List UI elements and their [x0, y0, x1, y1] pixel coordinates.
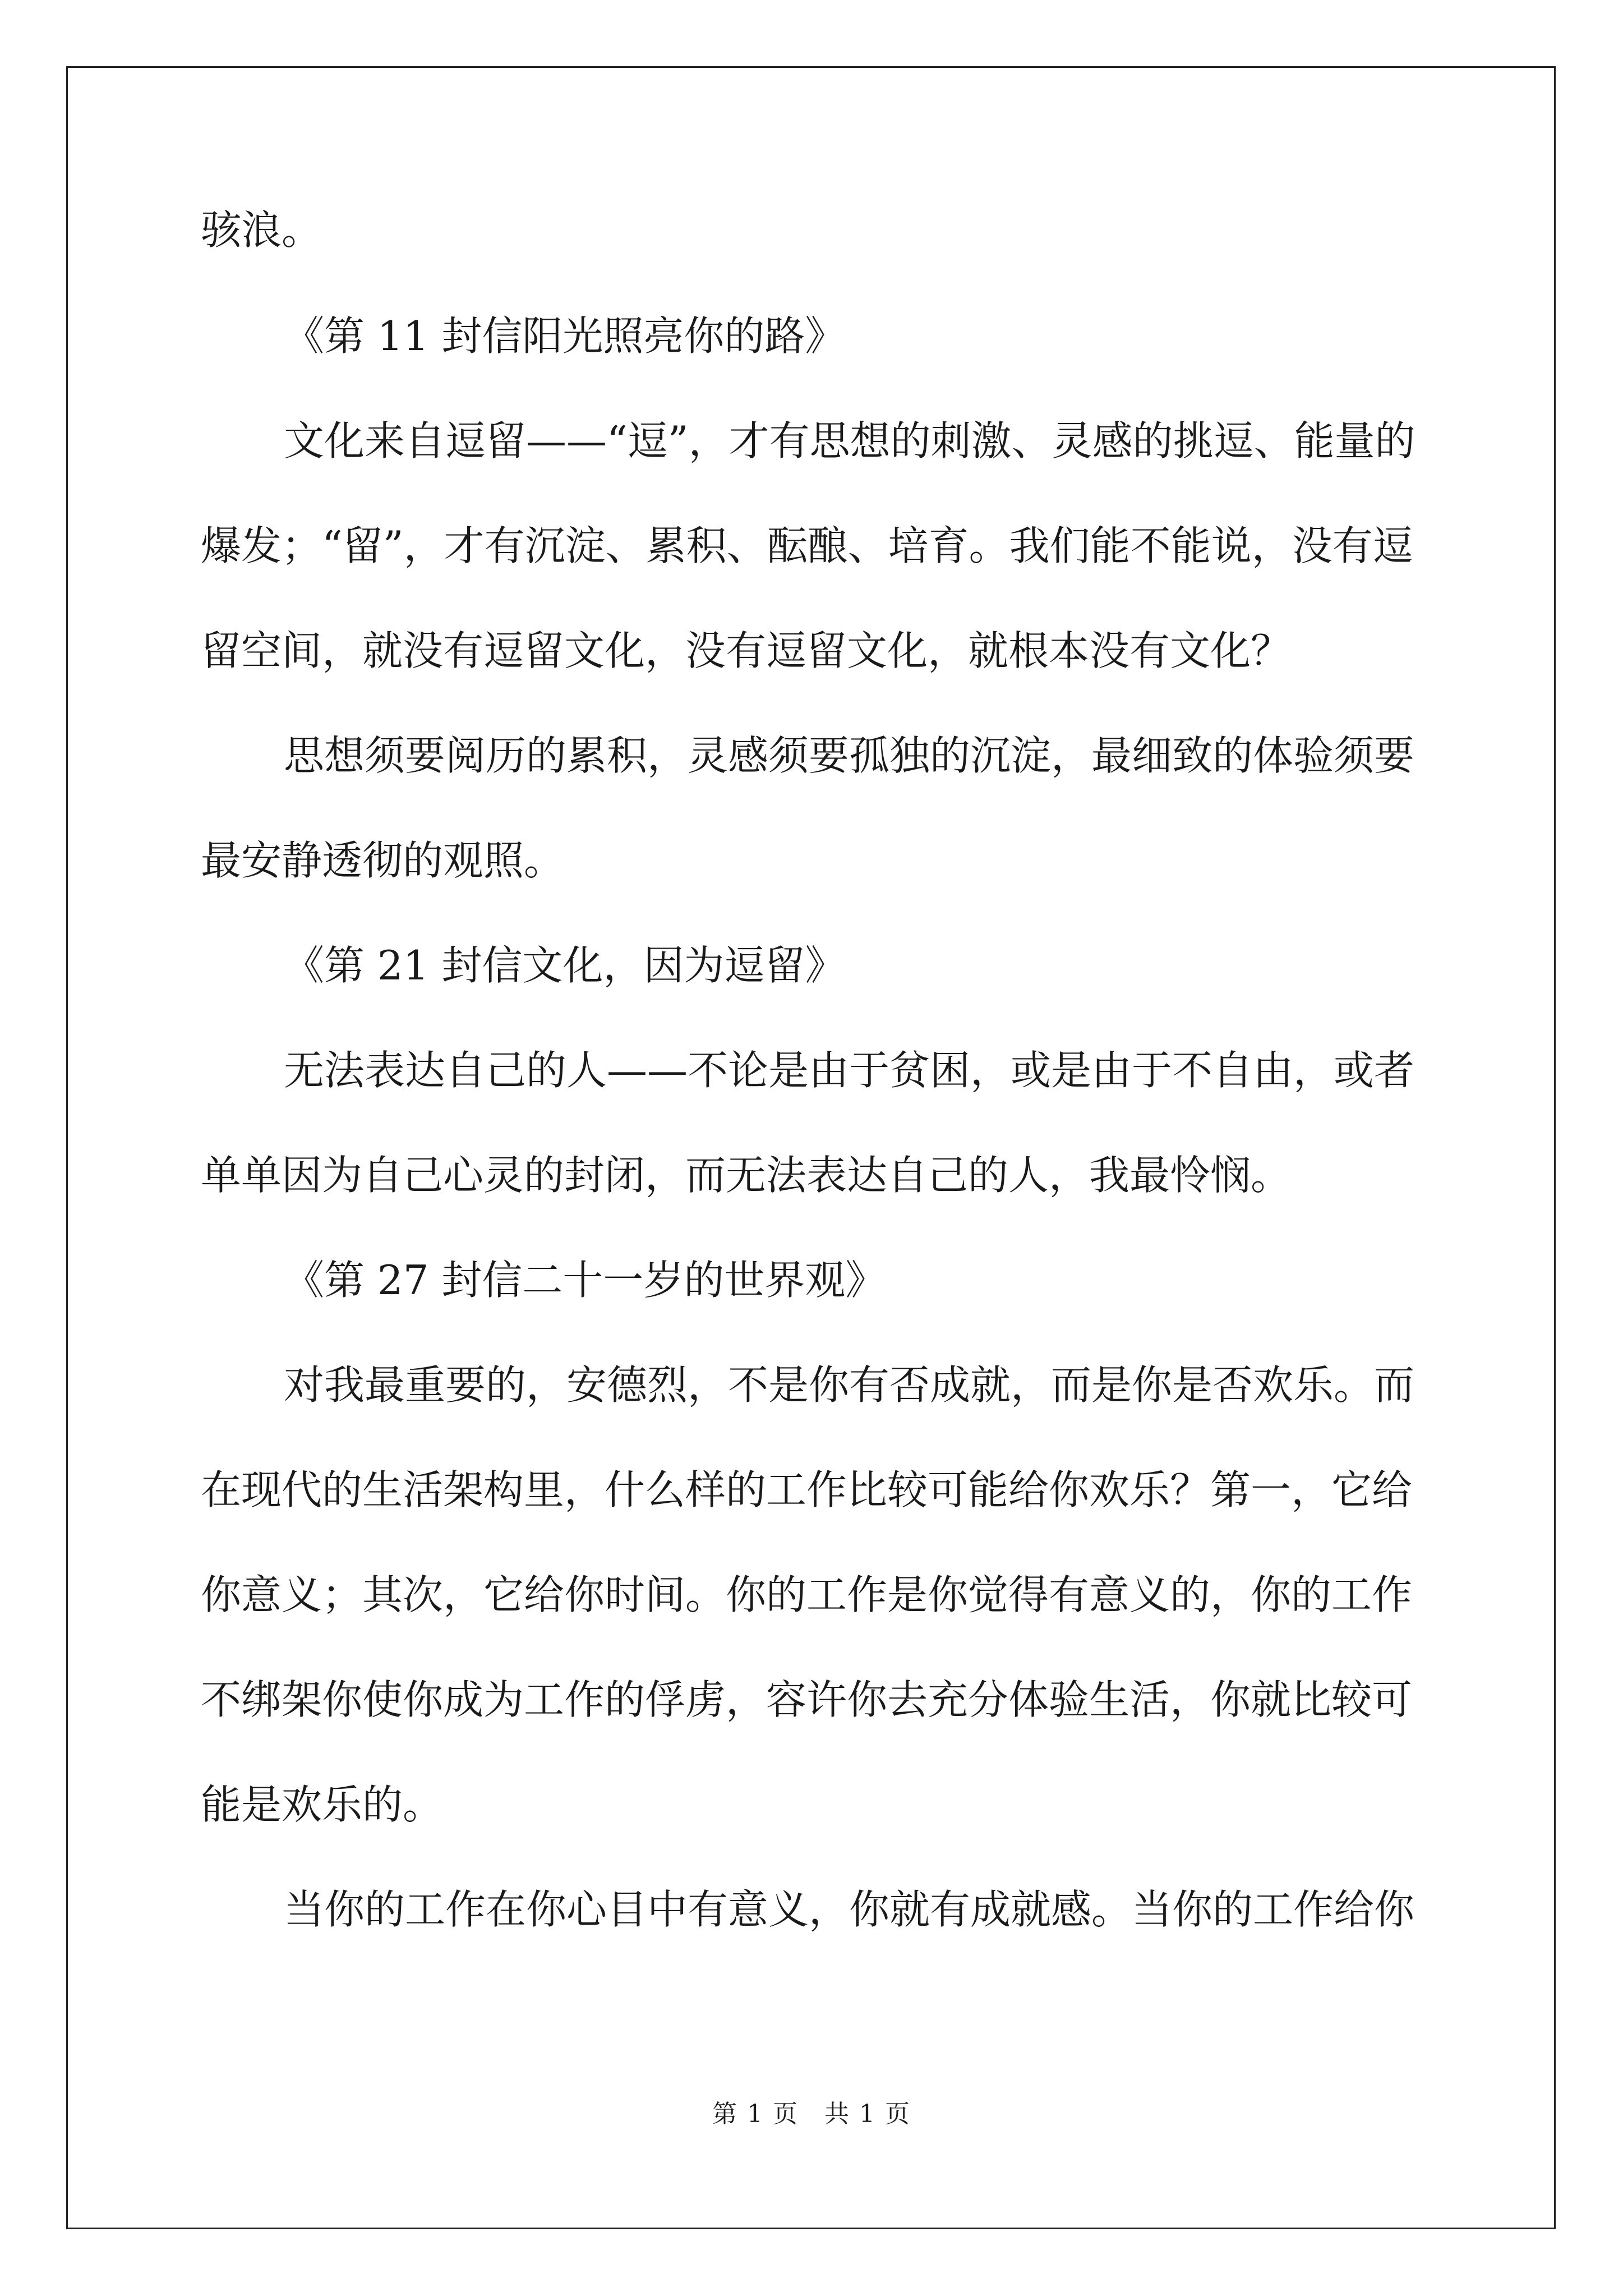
- text-line-6: 思想须要阅历的累积，灵感须要孤独的沉淀，最细致的体验须要: [284, 732, 1415, 779]
- text-line-17: 当你的工作在你心目中有意义，你就有成就感。当你的工作给你: [284, 1886, 1415, 1933]
- letter-heading-11: 《第 11 封信阳光照亮你的路》: [284, 312, 846, 360]
- page-number-footer: 第 1 页 共 1 页: [712, 2100, 911, 2128]
- text-line-4: 爆发；“留”，才有沉淀、累积、酝酿、培育。我们能不能说，没有逗: [201, 522, 1413, 569]
- letter-heading-21: 《第 21 封信文化，因为逗留》: [284, 942, 846, 989]
- text-line-9: 无法表达自己的人——不论是由于贫困，或是由于不自由，或者: [284, 1047, 1415, 1094]
- text-line-12: 对我最重要的，安德烈，不是你有否成就，而是你是否欢乐。而: [284, 1361, 1415, 1409]
- text-line-5: 留空间，就没有逗留文化，没有逗留文化，就根本没有文化？: [201, 627, 1292, 674]
- text-line-7: 最安静透彻的观照。: [201, 837, 565, 884]
- letter-heading-27: 《第 27 封信二十一岁的世界观》: [284, 1257, 886, 1304]
- text-line-15: 不绑架你使你成为工作的俘虏，容许你去充分体验生活，你就比较可: [201, 1676, 1413, 1723]
- text-line-1: 骇浪。: [201, 206, 322, 254]
- text-line-16: 能是欢乐的。: [201, 1781, 444, 1828]
- text-line-13: 在现代的生活架构里，什么样的工作比较可能给你欢乐？第一，它给: [201, 1466, 1413, 1513]
- text-line-3: 文化来自逗留——“逗”，才有思想的刺激、灵感的挑逗、能量的: [284, 417, 1415, 464]
- text-line-14: 你意义；其次，它给你时间。你的工作是你觉得有意义的，你的工作: [201, 1571, 1413, 1618]
- text-line-10: 单单因为自己心灵的封闭，而无法表达自己的人，我最怜悯。: [201, 1152, 1292, 1199]
